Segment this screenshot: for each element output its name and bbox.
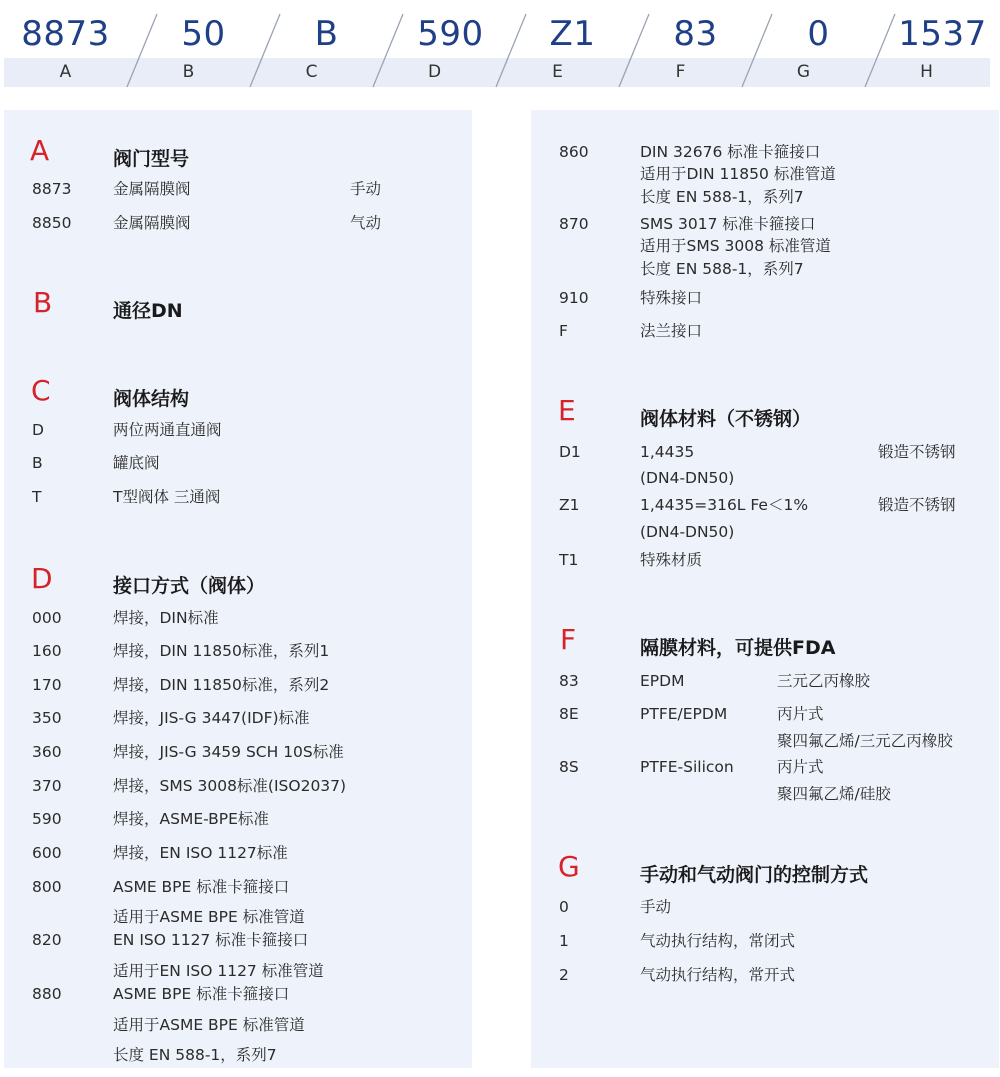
connection-code: 000 <box>32 609 62 627</box>
section-b-letter: B <box>33 286 53 319</box>
connection-desc: 焊接，DIN标准 <box>113 609 219 627</box>
diaphragm-desc: 丙片式 <box>777 758 824 776</box>
body-material-note: 锻造不锈钢 <box>878 443 956 461</box>
section-c-letter: C <box>31 374 51 407</box>
connection-desc: ASME BPE 标准卡箍接口 <box>113 878 290 896</box>
connection-desc: EN ISO 1127 标准卡箍接口 <box>113 931 309 949</box>
connection-code: 870 <box>559 215 589 233</box>
body-material-note: 锻造不锈钢 <box>878 496 956 514</box>
valve-model-code: 8850 <box>32 214 72 232</box>
connection-code: 350 <box>32 709 62 727</box>
section-g-title: 手动和气动阀门的控制方式 <box>640 864 869 886</box>
diaphragm-desc: 丙片式 <box>777 705 824 723</box>
connection-desc: 特殊接口 <box>640 289 703 307</box>
connection-desc: 适用于ASME BPE 标准管道 <box>113 1016 305 1034</box>
body-material-range: (DN4-DN50) <box>640 469 735 487</box>
connection-code: 800 <box>32 878 62 896</box>
code-letter-a: A <box>59 62 72 82</box>
body-structure-code: B <box>32 454 43 472</box>
body-material-code: Z1 <box>559 496 580 514</box>
code-value-f: 83 <box>673 14 718 54</box>
diaphragm-desc: 聚四氟乙烯/硅胶 <box>777 785 891 803</box>
code-letter-c: C <box>305 62 318 82</box>
code-value-g: 0 <box>807 14 830 54</box>
connection-desc: 长度 EN 588-1，系列7 <box>640 260 804 278</box>
code-value-e: Z1 <box>549 14 596 54</box>
diaphragm-code: 8E <box>559 705 579 723</box>
valve-model-code: 8873 <box>32 180 72 198</box>
valve-model-mode: 手动 <box>350 180 382 198</box>
connection-desc: 焊接，DIN 11850标准，系列1 <box>113 642 330 660</box>
body-structure-code: D <box>32 421 44 439</box>
diaphragm-material: PTFE/EPDM <box>640 705 728 723</box>
valve-model-name: 金属隔膜阀 <box>113 180 191 198</box>
control-desc: 手动 <box>640 898 672 916</box>
connection-desc: DIN 32676 标准卡箍接口 <box>640 143 821 161</box>
valve-model-name: 金属隔膜阀 <box>113 214 191 232</box>
connection-desc: 适用于EN ISO 1127 标准管道 <box>113 962 324 980</box>
connection-desc: 焊接，DIN 11850标准，系列2 <box>113 676 330 694</box>
body-material-grade: 特殊材质 <box>640 551 703 569</box>
section-a-title: 阀门型号 <box>113 148 190 170</box>
connection-desc: 焊接，JIS-G 3459 SCH 10S标准 <box>113 743 344 761</box>
section-e-letter: E <box>558 394 576 427</box>
section-c-title: 阀体结构 <box>113 388 190 410</box>
order-code-header <box>0 0 1000 90</box>
connection-desc: 焊接，JIS-G 3447(IDF)标准 <box>113 709 310 727</box>
section-b-title: 通径DN <box>113 300 183 322</box>
code-letter-e: E <box>552 62 563 82</box>
connection-code: 820 <box>32 931 62 949</box>
code-value-b: 50 <box>181 14 226 54</box>
code-letter-h: H <box>920 62 933 82</box>
connection-code: 860 <box>559 143 589 161</box>
connection-code: F <box>559 322 568 340</box>
connection-code: 590 <box>32 810 62 828</box>
control-code: 0 <box>559 898 569 916</box>
section-a-letter: A <box>30 134 50 167</box>
connection-desc: SMS 3017 标准卡箍接口 <box>640 215 816 233</box>
connection-code: 160 <box>32 642 62 660</box>
body-structure-desc: 罐底阀 <box>113 454 160 472</box>
section-f-title: 隔膜材料，可提供FDA <box>640 637 836 659</box>
section-e-title: 阀体材料（不锈钢） <box>640 408 812 430</box>
code-value-c: B <box>314 14 339 54</box>
diaphragm-material: EPDM <box>640 672 685 690</box>
control-desc: 气动执行结构，常开式 <box>640 966 796 984</box>
section-d-letter: D <box>31 562 53 595</box>
connection-desc: ASME BPE 标准卡箍接口 <box>113 985 290 1003</box>
control-code: 2 <box>559 966 569 984</box>
body-structure-desc: T型阀体 三通阀 <box>113 488 221 506</box>
control-code: 1 <box>559 932 569 950</box>
body-structure-desc: 两位两通直通阀 <box>113 421 222 439</box>
body-structure-code: T <box>32 488 42 506</box>
connection-desc: 适用于ASME BPE 标准管道 <box>113 908 305 926</box>
control-desc: 气动执行结构，常闭式 <box>640 932 796 950</box>
diaphragm-desc: 三元乙丙橡胶 <box>777 672 871 690</box>
connection-desc: 焊接，SMS 3008标准(ISO2037) <box>113 777 347 795</box>
connection-desc: 焊接，EN ISO 1127标准 <box>113 844 288 862</box>
diaphragm-code: 8S <box>559 758 579 776</box>
diaphragm-desc: 聚四氟乙烯/三元乙丙橡胶 <box>777 732 953 750</box>
body-material-grade: 1,4435=316L Fe＜1% <box>640 496 809 514</box>
code-letter-b: B <box>182 62 195 82</box>
diaphragm-code: 83 <box>559 672 579 690</box>
diaphragm-material: PTFE-Silicon <box>640 758 734 776</box>
body-material-code: D1 <box>559 443 581 461</box>
code-letter-d: D <box>427 62 442 82</box>
connection-desc: 长度 EN 588-1，系列7 <box>113 1046 277 1064</box>
body-material-code: T1 <box>559 551 579 569</box>
connection-code: 370 <box>32 777 62 795</box>
section-d-title: 接口方式（阀体） <box>113 575 266 597</box>
connection-code: 910 <box>559 289 589 307</box>
connection-desc: 适用于SMS 3008 标准管道 <box>640 237 831 255</box>
valve-model-mode: 气动 <box>350 214 382 232</box>
connection-code: 880 <box>32 985 62 1003</box>
code-letter-f: F <box>675 62 686 82</box>
connection-code: 360 <box>32 743 62 761</box>
connection-desc: 适用于DIN 11850 标准管道 <box>640 165 836 183</box>
connection-desc: 法兰接口 <box>640 322 703 340</box>
code-value-a: 8873 <box>21 14 110 54</box>
connection-code: 170 <box>32 676 62 694</box>
code-value-h: 1537 <box>898 14 987 54</box>
body-material-grade: 1,4435 <box>640 443 695 461</box>
code-letter-g: G <box>796 62 811 82</box>
right-spec-panel <box>531 110 999 1068</box>
section-g-letter: G <box>558 850 580 883</box>
body-material-range: (DN4-DN50) <box>640 523 735 541</box>
connection-desc: 长度 EN 588-1，系列7 <box>640 188 804 206</box>
connection-code: 600 <box>32 844 62 862</box>
left-spec-panel <box>4 110 472 1068</box>
connection-desc: 焊接，ASME-BPE标准 <box>113 810 269 828</box>
section-f-letter: F <box>560 623 577 656</box>
code-value-d: 590 <box>417 14 484 54</box>
